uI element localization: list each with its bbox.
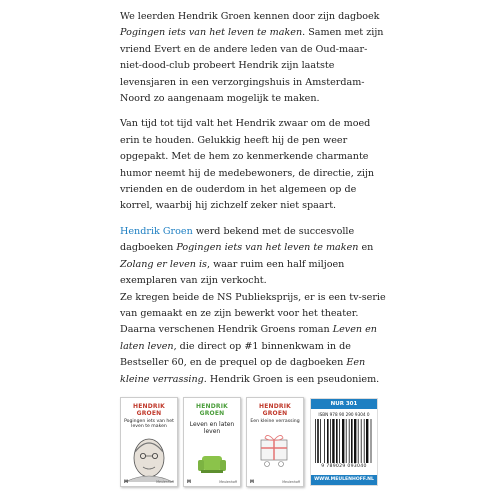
- barcode-block: [310, 398, 378, 486]
- book-cover-leven: [183, 397, 241, 487]
- gift-illustration-icon: [247, 426, 303, 470]
- book-title: Pogingen iets van het leven te maken: [124, 419, 174, 430]
- author-name-link: Hendrik Groen: [120, 225, 193, 237]
- book-cover-pogingen: [120, 397, 178, 487]
- isbn-text: ISBN 978 90 290 9304 0: [318, 412, 370, 417]
- paragraph-4: Ze kregen beide de NS Publieksprijs, er is een tv-serie van gemaakt en ze zijn bewerkt voor het theater. Daarna verschenen Hendrik Groens roman Leven en laten leven, die direct op #1 binnenkwam in de Bestseller 60, en de prequel op de dagboeken Een kleine verrassing. Hendrik Groen is een pseudoniem.: [120, 291, 386, 385]
- barcode-icon: [315, 419, 373, 463]
- paragraph-1: We leerden Hendrik Groen kennen door zijn dagboek Pogingen iets van het leven te maken. Samen met zijn vriend Evert en de andere leden van de Oud-maar-niet-dood-club probeert Hendrik zijn laatste levensjaren in een verzorgingshuis in Amsterdam-Noord zo aangenaam mogelijk te maken.: [120, 11, 384, 105]
- publisher-logo: M: [250, 479, 254, 484]
- book-author: HENDRIK GROEN: [258, 403, 292, 417]
- book-publisher: Meulenhoff: [282, 480, 300, 484]
- book-publisher: Meulenhoff: [156, 480, 174, 484]
- paragraph-2: Van tijd tot tijd valt het Hendrik zwaar om de moed erin te houden. Gelukkig heeft hij de pen weer opgepakt. Met de hem zo kenmerkende charmante humor neemt hij de medebewoners, de directie, zijn vrienden en de ouderdom in het algemeen op de korrel, waarbij hij zichzelf zeker niet spaart.: [120, 118, 375, 212]
- author-portrait-icon: [121, 432, 177, 482]
- book-author: HENDRIK GROEN: [132, 403, 166, 417]
- book-cover-verrassing: [246, 397, 304, 487]
- book-title: Leven en laten leven: [189, 421, 235, 435]
- publisher-logo: M: [187, 479, 191, 484]
- publisher-logo: M: [124, 479, 128, 484]
- book-title: Een kleine verrassing: [250, 419, 300, 424]
- back-cover-text: [120, 9, 388, 397]
- nur-label: NUR 301: [311, 399, 377, 409]
- book-author: HENDRIK GROEN: [195, 403, 229, 417]
- paragraph-3: Hendrik Groen werd bekend met de succesvolle dagboeken Pogingen iets van het leven te maken en Zolang er leven is, waar ruim een half miljoen exemplaren van zijn verkocht.: [120, 225, 374, 287]
- armchair-icon: [184, 448, 240, 478]
- ean-digits: 9 789029 093040: [321, 464, 367, 469]
- book-publisher: Meulenhoff: [219, 480, 237, 484]
- publisher-website: WWW.MEULENHOFF.NL: [311, 475, 377, 485]
